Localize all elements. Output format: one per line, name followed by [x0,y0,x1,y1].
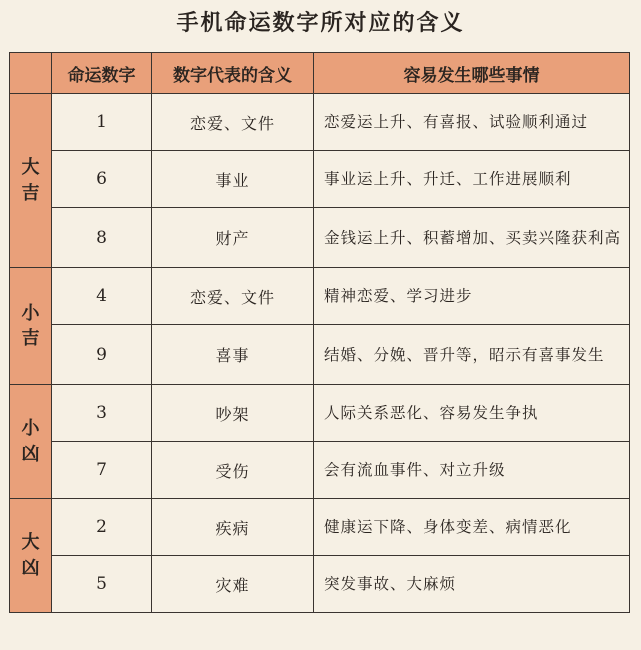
table-row [10,325,630,385]
events-cell: 健康运下降、身体变差、病情恶化 [314,499,630,556]
group-label-da-xiong: 大 凶 [10,499,52,613]
table-row [10,385,630,442]
number-cell: 1 [52,94,152,151]
events-cell: 会有流血事件、对立升级 [314,442,630,499]
meaning-cell: 喜事 [152,325,314,385]
number-cell: 4 [52,268,152,325]
table-row [10,556,630,613]
header-meaning: 数字代表的含义 [152,53,314,94]
number-cell: 9 [52,325,152,385]
table-row [10,268,630,325]
header-number: 命运数字 [52,53,152,94]
table-row [10,499,630,556]
meaning-cell: 疾病 [152,499,314,556]
events-cell: 结婚、分娩、晋升等，昭示有喜事发生 [314,325,630,385]
meaning-cell: 灾难 [152,556,314,613]
table-row [10,442,630,499]
number-cell: 5 [52,556,152,613]
number-cell: 2 [52,499,152,556]
header-events: 容易发生哪些事情 [314,53,630,94]
table-row [10,151,630,208]
page-title: 手机命运数字所对应的含义 [176,10,465,36]
events-cell: 事业运上升、升迁、工作进展顺利 [314,151,630,208]
number-cell: 8 [52,208,152,268]
meaning-cell: 恋爱、文件 [152,268,314,325]
group-label-xiao-xiong: 小 凶 [10,385,52,499]
header-group [10,53,52,94]
group-label-xiao-ji: 小 吉 [10,268,52,385]
meaning-cell: 吵架 [152,385,314,442]
events-cell: 恋爱运上升、有喜报、试验顺利通过 [314,94,630,151]
events-cell: 突发事故、大麻烦 [314,556,630,613]
events-cell: 金钱运上升、积蓄增加、买卖兴隆获利高 [314,208,630,268]
table-row [10,94,630,151]
table-row [10,208,630,268]
number-cell: 6 [52,151,152,208]
fortune-number-table [9,52,630,613]
group-label-da-ji: 大 吉 [10,94,52,268]
meaning-cell: 财产 [152,208,314,268]
events-cell: 人际关系恶化、容易发生争执 [314,385,630,442]
meaning-cell: 恋爱、文件 [152,94,314,151]
events-cell: 精神恋爱、学习进步 [314,268,630,325]
meaning-cell: 受伤 [152,442,314,499]
meaning-cell: 事业 [152,151,314,208]
number-cell: 3 [52,385,152,442]
table-header-row [10,53,630,94]
number-cell: 7 [52,442,152,499]
